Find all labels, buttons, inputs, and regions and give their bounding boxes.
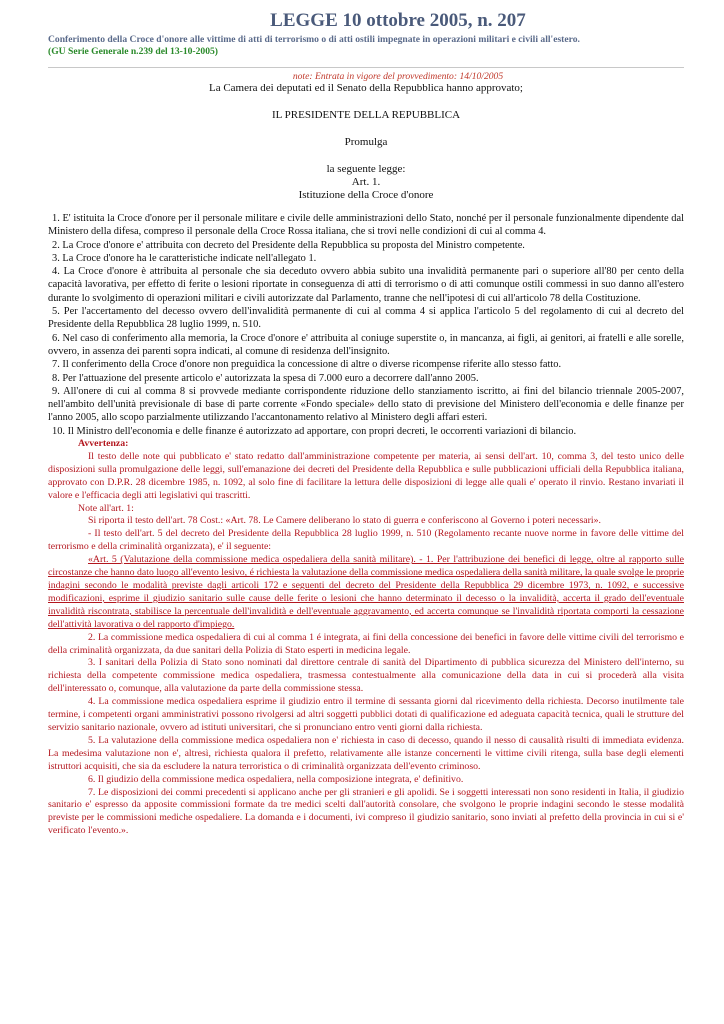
comma-2: 2. La Croce d'onore e' attribuita con decreto del Presidente della Repubblica su proposta del Ministro competente. <box>52 239 525 251</box>
document-page <box>48 0 724 838</box>
comma-9: 9. All'onere di cui al comma 8 si provvede mediante corrispondente riduzione dello stanziamento iscritto, ai fini del bilancio triennale 2005-2007, nell'ambito dell'unità previsionale di base di parte corrente «Fondo speciale» dello stato di previsione del Ministero dell'economia e delle finanze per l'anno 2005, allo scopo parzialmente utilizzando l'accantonamento relativo al Ministero degli affari esteri. <box>48 385 684 424</box>
divider <box>48 67 684 68</box>
article-number: Art. 1. <box>351 176 381 188</box>
note-label: note: <box>292 71 313 82</box>
note-text: Entrata in vigore del provvedimento: 14/10/2005 <box>314 71 504 82</box>
note-comma-2: 2. La commissione medica ospedaliera di cui al comma 1 é integrata, ai fini della concessione dei benefici in favore delle vittime civili del terrorismo e della criminalità organizzata, da due sanitari della Polizia di Stato esperti in medicina legale. <box>48 631 684 656</box>
note-dpr: - Il testo dell'art. 5 del decreto del Presidente della Repubblica 28 luglio 1999, n. 510 (Regolamento recante nuove norme in favore delle vittime del terrorismo e della criminalità organizzata), e' il seguente: <box>48 528 684 553</box>
law-subtitle: Conferimento della Croce d'onore alle vittime di atti di terrorismo o di atti ostili impegnate in operazioni militari e civili all'estero. <box>48 34 580 45</box>
comma-8: 8. Per l'attuazione del presente articolo e' autorizzata la spesa di 7.000 euro a decorrere dall'anno 2005. <box>52 372 479 384</box>
president-heading: IL PRESIDENTE DELLA REPUBBLICA <box>271 109 461 121</box>
comma-5: 5. Per l'accertamento del decesso ovvero dell'invalidità permanente di cui al comma 4 si applica l'articolo 5 del regolamento di cui al decreto del Presidente della Repubblica 28 luglio 1999, n. 510. <box>48 306 684 331</box>
comma-10: 10. Il Ministro dell'economia e delle finanze é autorizzato ad apportare, con propri decreti, le occorrenti variazioni di bilancio. <box>52 425 577 437</box>
comma-3: 3. La Croce d'onore ha le caratteristiche indicate nell'allegato 1. <box>52 252 317 264</box>
note-comma-5: 5. La valutazione della commissione medica ospedaliera non e' richiesta in caso di decesso, quando il nesso di causalità risulti di immediata evidenza. La medesima valutazione non e', altresì, richiesta qualora il prefetto, relativamente alle istanze concernenti le vittime civili ritenga, sulla base degli elementi istruttori acquisiti, che sia da escludere la natura terroristica o di criminalità organizzata dell'evento criminoso. <box>48 734 684 772</box>
comma-6: 6. Nel caso di conferimento alla memoria, la Croce d'onore e' attribuita al coniuge superstite o, in mancanza, ai figli, ai genitori, ai fratelli e alle sorelle, ovvero, in assenza dei parenti sopra indicati, al comune di residenza dell'insignito. <box>48 332 684 357</box>
comma-4: 4. La Croce d'onore è attribuita al personale che sia deceduto ovvero abbia subito una invalidità permanente pari o superiore all'80 per cento della capacità lavorativa, per effetto di ferite o lesioni riportate in conseguenza di atti di terrorismo o di atti comunque ostili commessi in suo danno all'estero durante lo svolgimento di operazioni militari e civili autorizzate dal Parlamento, tranne che nell'ipotesi di cui all'articolo 78 della Costituzione. <box>48 266 684 304</box>
avvertenza-label: Avvertenza: <box>78 438 129 450</box>
note-cost: Si riporta il testo dell'art. 78 Cost.: «Art. 78. Le Camere deliberano lo stato di guerra e conferiscono al Governo i poteri necessari». <box>88 515 601 527</box>
note-art5-text: «Art. 5 (Valutazione della commissione medica ospedaliera della sanità militare). - 1. Per l'attribuzione dei benefici di legge, oltre al rapporto sulle circostanze che hanno dato luogo all'evento lesivo, é richiesta la valutazione della commissione medica ospedaliera della sanità militare, la quale svolge le proprie indagini secondo le modalità previste dagli articoli 172 e seguenti del decreto del Presidente della Repubblica 29 dicembre 1973, n. 1092, e successive modificazioni, esprime il giudizio sanitario sulle cause delle ferite o lesioni che hanno determinato il decesso o la invalidità, accerta il grado dell'eventuale invalidità riscontrata, stabilisce la percentuale dell'invalidità e dell'eventuale aggravamento, ed accerta comunque se l'invalidità riportata comporti la cessazione dell'attività lavorativa o del rapporto d'impiego. <box>48 554 684 630</box>
avvertenza-text: Il testo delle note qui pubblicato e' stato redatto dall'amministrazione competente per materia, ai sensi dell'art. 10, comma 3, del testo unico delle disposizioni sulla promulgazione delle leggi, sull'emanazione dei decreti del Presidente della Repubblica e sulle pubblicazioni ufficiali della Repubblica italiana, approvato con D.P.R. 28 dicembre 1985, n. 1092, al solo fine di facilitare la lettura delle disposizioni di legge alle quali e' operato il rinvio. Restano invariati il valore e l'efficacia degli atti legislativi qui trascritti. <box>48 450 684 501</box>
article-title: Istituzione della Croce d'onore <box>298 189 434 201</box>
approval-line: La Camera dei deputati ed il Senato della Repubblica hanno approvato; <box>208 82 523 94</box>
promulga-line: Promulga <box>344 136 388 148</box>
note-comma-7: 7. Le disposizioni dei commi precedenti si applicano anche per gli stranieri e gli apolidi. Se i soggetti interessati non sono residenti in Italia, il giudizio sanitario e' espresso da apposite commissioni formate da tre medici scelti dall'autorità consolare, che svolgono le proprie indagini secondo le stesse modalità previste per le commissioni mediche ospedaliere. La domanda e i documenti, ivi compreso il giudizio sanitario, sono inviati al prefetto della provincia in cui si e' verificato l'evento.». <box>48 786 684 837</box>
entry-into-force-note <box>48 71 724 82</box>
article-body <box>48 212 684 438</box>
note-art-heading: Note all'art. 1: <box>78 502 134 514</box>
comma-1: 1. E' istituita la Croce d'onore per il personale militare e civile delle amministrazioni dello Stato, nonché per il personale funzionalmente dipendente dal Ministero della difesa, compreso il personale della Croce Rossa italiana, che si trovi nelle condizioni di cui al comma 4. <box>48 213 684 238</box>
note-comma-3: 3. I sanitari della Polizia di Stato sono nominati dal direttore centrale di sanità del Dipartimento di pubblica sicurezza del Ministero dell'interno, su richiesta della competente commissione medica ospedaliera, trasmessa contestualmente alla comunicazione della data in cui si procederà alla visita dell'interessato o, comunque, alla valutazione da parte della commissione stessa. <box>48 657 684 695</box>
note-comma-4: 4. La commissione medica ospedaliera esprime il giudizio entro il termine di sessanta giorni dal ricevimento della richiesta. Decorso inutilmente tale termine, i competenti organi amministrativi possono rivolgersi ad altri soggetti pubblici dotati di qualificazione ed adeguata capacità tecnica, quali le strutture del servizio sanitario nazionale, ovvero ad istituti universitari, che si pronunciano entro venti giorni dalla richiesta. <box>48 696 684 733</box>
note-comma-6: 6. Il giudizio della commissione medica ospedaliera, nella composizione integrata, e' definitivo. <box>88 773 464 785</box>
page-title: LEGGE 10 ottobre 2005, n. 207 <box>270 10 526 31</box>
gazette-reference: (GU Serie Generale n.239 del 13-10-2005) <box>48 46 218 57</box>
law-intro: la seguente legge: <box>326 163 406 175</box>
comma-7: 7. Il conferimento della Croce d'onore non preguidica la concessione di altre o diverse ricompense riferite allo stesso fatto. <box>52 359 562 371</box>
notes-section <box>48 438 684 838</box>
